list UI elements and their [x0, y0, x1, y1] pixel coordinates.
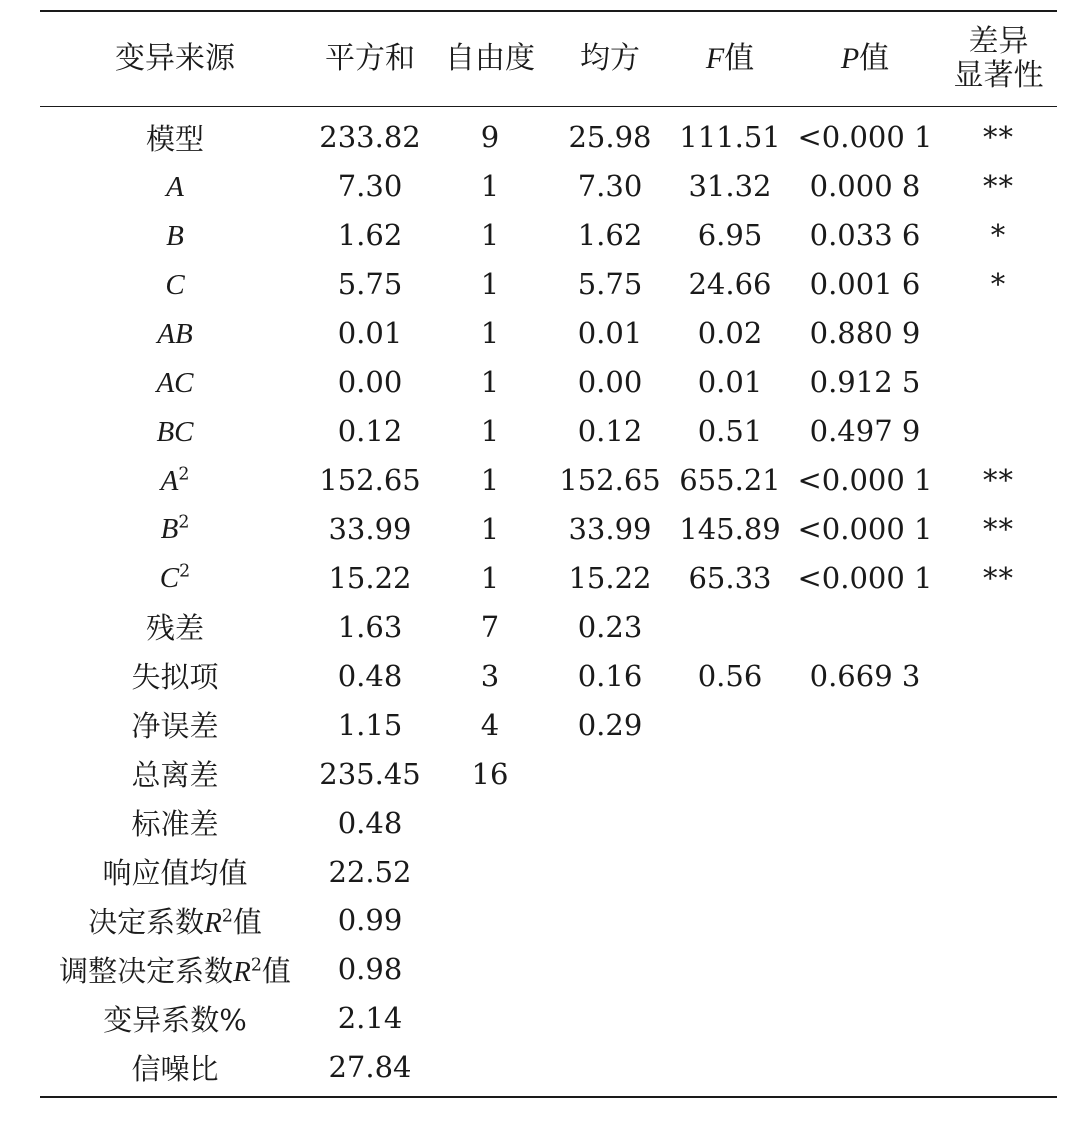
cell-source: [40, 260, 310, 309]
cell-mean-square: 0.16: [577, 658, 643, 693]
cell-mean-square: [550, 896, 670, 945]
cell-degrees-of-freedom: [430, 945, 550, 994]
cell-f-value: [670, 1043, 790, 1097]
cell-source: [40, 162, 310, 211]
table-row: [40, 162, 1057, 211]
cell-f-value: [670, 945, 790, 994]
cell-f-value: [670, 749, 790, 798]
table-row: [40, 1043, 1057, 1097]
cell-p-value: <0.000 1: [797, 463, 933, 498]
cell-f-value: [670, 700, 790, 749]
cell-source: 残差: [145, 611, 204, 646]
cell-source: 失拟项: [131, 660, 219, 695]
cell-p-value: [790, 847, 940, 896]
cell-degrees-of-freedom: 1: [480, 463, 500, 498]
cell-source: [40, 505, 310, 554]
source-symbol: AB: [157, 317, 193, 350]
cell-mean-square: 25.98: [568, 120, 652, 155]
cell-significance: [940, 407, 1057, 456]
cell-mean-square: 1.62: [577, 218, 643, 253]
table-header: [40, 11, 1057, 107]
cell-mean-square: [550, 994, 670, 1043]
cell-f-value: 6.95: [697, 218, 763, 253]
table-row: [40, 798, 1057, 847]
cell-source: 信噪比: [40, 1043, 310, 1097]
table-row: [40, 553, 1057, 602]
header-mean-square: 均方: [550, 11, 670, 107]
cell-sum-of-squares: 7.30: [337, 169, 403, 204]
cell-sum-of-squares: 152.65: [319, 463, 421, 498]
cell-f-value: 0.01: [697, 365, 763, 400]
cell-sum-of-squares: 27.84: [310, 1043, 430, 1097]
cell-mean-square: 15.22: [568, 560, 652, 595]
cell-degrees-of-freedom: 9: [480, 120, 500, 155]
cell-mean-square: 0.00: [577, 365, 643, 400]
source-symbol: R: [204, 906, 222, 939]
source-symbol: B: [160, 513, 179, 546]
cell-source: 模型: [145, 121, 204, 156]
cell-mean-square: [550, 749, 670, 798]
cell-mean-square: [550, 798, 670, 847]
cell-sum-of-squares: 0.00: [337, 365, 403, 400]
source-superscript: 2: [221, 906, 233, 927]
cell-source: [40, 407, 310, 456]
cell-p-value: [790, 749, 940, 798]
cell-f-value: 655.21: [679, 463, 781, 498]
cell-source: 标准差: [131, 807, 219, 842]
source-symbol: B: [166, 219, 184, 252]
header-sum-of-squares: 平方和: [310, 11, 430, 107]
table-row: [40, 358, 1057, 407]
table-row: [40, 407, 1057, 456]
header-p-value: [790, 11, 940, 107]
cell-source: [40, 456, 310, 505]
cell-p-value: 0.669 3: [809, 658, 921, 693]
cell-mean-square: 7.30: [577, 169, 643, 204]
f-symbol: F: [705, 42, 725, 75]
cell-degrees-of-freedom: 1: [480, 511, 500, 546]
cell-degrees-of-freedom: 1: [480, 218, 500, 253]
cell-source: [40, 896, 310, 945]
table-row: [40, 847, 1057, 896]
cell-sum-of-squares: 33.99: [328, 511, 412, 546]
cell-degrees-of-freedom: [430, 798, 550, 847]
table-body: [40, 107, 1057, 1097]
cell-p-value: [790, 896, 940, 945]
cell-p-value: 0.497 9: [809, 414, 921, 449]
source-superscript: 2: [178, 463, 190, 484]
header-degrees-of-freedom: 自由度: [430, 11, 550, 107]
cell-sum-of-squares: 5.75: [337, 267, 403, 302]
cell-f-value: 111.51: [679, 120, 781, 155]
cell-degrees-of-freedom: 3: [480, 658, 500, 693]
cell-source: [40, 553, 310, 602]
cell-sum-of-squares: 0.01: [337, 316, 403, 351]
cell-significance: **: [983, 169, 1014, 204]
cell-p-value: 0.001 6: [809, 267, 921, 302]
cell-sum-of-squares: 1.15: [337, 707, 403, 742]
cell-p-value: 0.912 5: [809, 365, 921, 400]
source-symbol: A: [166, 170, 184, 203]
cell-degrees-of-freedom: 1: [480, 316, 500, 351]
cell-f-value: [670, 798, 790, 847]
cell-sum-of-squares: 0.98: [337, 952, 403, 987]
cell-degrees-of-freedom: [430, 994, 550, 1043]
cell-degrees-of-freedom: 4: [480, 707, 500, 742]
cell-degrees-of-freedom: 16: [471, 756, 509, 791]
header-source: 变异来源: [40, 11, 310, 107]
source-symbol: BC: [156, 415, 194, 448]
cell-mean-square: 152.65: [559, 463, 661, 498]
source-symbol: AC: [156, 366, 194, 399]
table-row: [40, 309, 1057, 358]
cell-significance: **: [983, 463, 1014, 498]
cell-degrees-of-freedom: 1: [480, 560, 500, 595]
table-row: [40, 749, 1057, 798]
cell-significance: [940, 700, 1057, 749]
cell-mean-square: [550, 945, 670, 994]
cell-f-value: [670, 994, 790, 1043]
cell-sum-of-squares: 1.63: [337, 609, 403, 644]
cell-sum-of-squares: 0.48: [337, 658, 403, 693]
cell-p-value: [790, 700, 940, 749]
cell-p-value: <0.000 1: [797, 511, 933, 546]
cell-sum-of-squares: 0.12: [337, 414, 403, 449]
cell-mean-square: 0.12: [577, 414, 643, 449]
cell-f-value: 145.89: [679, 511, 781, 546]
cell-p-value: [790, 994, 940, 1043]
p-symbol: P: [840, 42, 860, 75]
header-f-value: [670, 11, 790, 107]
source-symbol: R: [233, 955, 251, 988]
cell-p-value: <0.000 1: [797, 560, 933, 595]
cell-f-value: 0.02: [697, 316, 763, 351]
cell-sum-of-squares: 15.22: [328, 560, 412, 595]
cell-significance: *: [990, 218, 1007, 253]
cell-p-value: <0.000 1: [797, 120, 933, 155]
cell-p-value: [790, 798, 940, 847]
table-row: [40, 260, 1057, 309]
source-suffix: 值: [232, 904, 262, 939]
cell-source: 净误差: [131, 709, 219, 744]
source-superscript: 2: [250, 955, 262, 976]
cell-source: 总离差: [131, 758, 219, 793]
cell-degrees-of-freedom: 1: [480, 365, 500, 400]
cell-significance: **: [983, 511, 1014, 546]
cell-degrees-of-freedom: 1: [480, 169, 500, 204]
cell-significance: [940, 1043, 1057, 1097]
cell-sum-of-squares: 0.48: [337, 805, 403, 840]
cell-mean-square: 5.75: [577, 267, 643, 302]
cell-f-value: 24.66: [688, 267, 772, 302]
cell-significance: [940, 798, 1057, 847]
table-row: [40, 700, 1057, 749]
cell-significance: [940, 847, 1057, 896]
anova-table: [40, 10, 1057, 1098]
cell-sum-of-squares: 22.52: [328, 854, 412, 889]
cell-degrees-of-freedom: 7: [480, 609, 500, 644]
cell-significance: [940, 749, 1057, 798]
cell-sum-of-squares: 2.14: [337, 1001, 403, 1036]
source-suffix: 值: [261, 953, 291, 988]
cell-mean-square: [550, 847, 670, 896]
cell-degrees-of-freedom: [430, 847, 550, 896]
cell-significance: [940, 896, 1057, 945]
p-suffix: 值: [859, 41, 890, 76]
source-symbol: C: [159, 562, 180, 595]
cell-f-value: 31.32: [688, 169, 772, 204]
table-row: [40, 211, 1057, 260]
header-significance: [940, 11, 1057, 107]
cell-mean-square: 33.99: [568, 511, 652, 546]
cell-p-value: [790, 1043, 940, 1097]
table-row: [40, 945, 1057, 994]
table-row: [40, 456, 1057, 505]
cell-source: 变异系数%: [103, 1002, 247, 1037]
cell-significance: [940, 651, 1057, 700]
cell-mean-square: 0.01: [577, 316, 643, 351]
cell-f-value: 0.51: [697, 414, 763, 449]
cell-p-value: 0.033 6: [809, 218, 921, 253]
cell-f-value: [670, 602, 790, 651]
sig-line-1: 差异: [968, 24, 1029, 59]
cell-sum-of-squares: 0.99: [337, 903, 403, 938]
cell-source: 响应值均值: [102, 856, 248, 891]
cell-p-value: 0.880 9: [809, 316, 921, 351]
cell-f-value: 0.56: [697, 658, 763, 693]
cell-f-value: [670, 847, 790, 896]
cell-degrees-of-freedom: [430, 896, 550, 945]
table-row: [40, 602, 1057, 651]
source-prefix: 调整决定系数: [59, 953, 234, 988]
cell-source: [40, 309, 310, 358]
cell-degrees-of-freedom: 1: [480, 414, 500, 449]
cell-significance: **: [983, 120, 1014, 155]
cell-source: [40, 358, 310, 407]
source-superscript: 2: [178, 512, 190, 533]
header-row: [40, 11, 1057, 107]
cell-f-value: [670, 896, 790, 945]
sig-line-2: 显著性: [953, 58, 1044, 93]
cell-significance: [940, 309, 1057, 358]
source-superscript: 2: [179, 561, 191, 582]
cell-significance: **: [983, 560, 1014, 595]
cell-degrees-of-freedom: 1: [480, 267, 500, 302]
f-suffix: 值: [724, 41, 755, 76]
source-prefix: 决定系数: [88, 904, 205, 939]
cell-significance: [940, 602, 1057, 651]
cell-mean-square: 0.23: [577, 609, 643, 644]
table-row: [40, 994, 1057, 1043]
cell-mean-square: 0.29: [577, 707, 643, 742]
cell-p-value: [790, 602, 940, 651]
cell-f-value: 65.33: [688, 560, 772, 595]
table-row: [40, 107, 1057, 162]
table-row: [40, 896, 1057, 945]
cell-significance: [940, 945, 1057, 994]
table-row: [40, 505, 1057, 554]
cell-degrees-of-freedom: [430, 1043, 550, 1097]
cell-significance: *: [990, 267, 1007, 302]
cell-source: [40, 211, 310, 260]
cell-source: [40, 945, 310, 994]
table-row: [40, 651, 1057, 700]
cell-p-value: [790, 945, 940, 994]
cell-sum-of-squares: 235.45: [319, 756, 421, 791]
cell-sum-of-squares: 233.82: [319, 120, 421, 155]
cell-mean-square: [550, 1043, 670, 1097]
cell-p-value: 0.000 8: [809, 169, 921, 204]
source-symbol: C: [165, 268, 185, 301]
cell-sum-of-squares: 1.62: [337, 218, 403, 253]
source-symbol: A: [160, 464, 179, 497]
cell-significance: [940, 358, 1057, 407]
cell-significance: [940, 994, 1057, 1043]
